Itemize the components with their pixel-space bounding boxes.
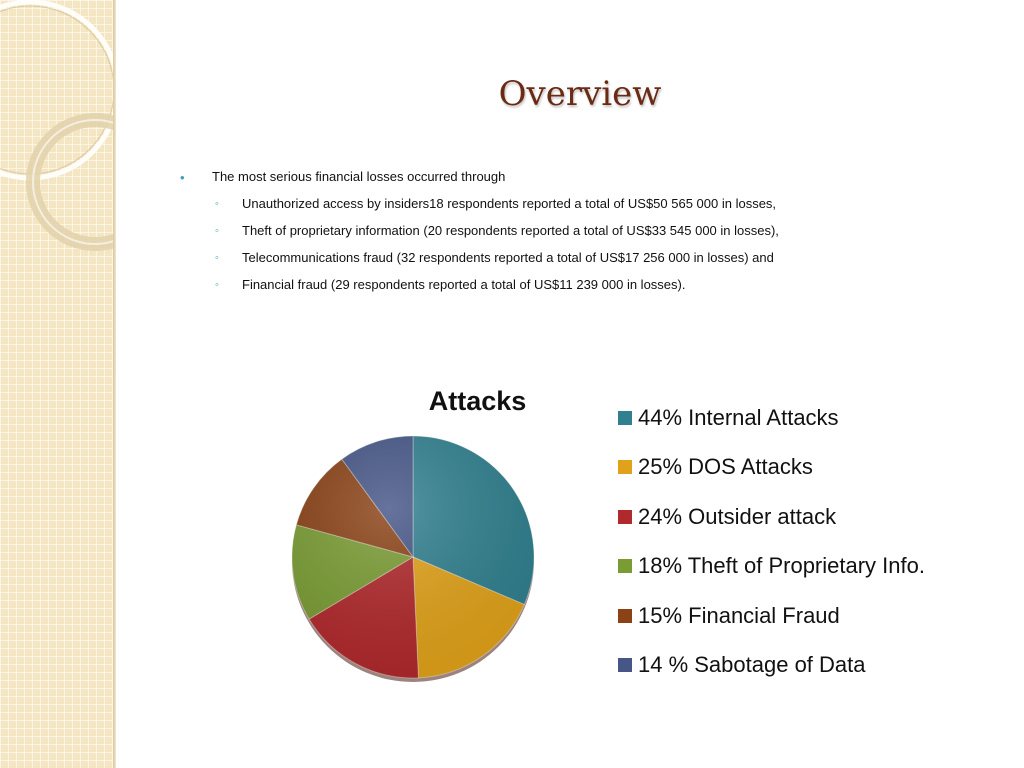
legend-swatch xyxy=(618,411,632,425)
sub-bullet-text: Unauthorized access by insiders18 respondents reported a total of US$50 565 000 in losses, xyxy=(242,196,777,211)
legend-item xyxy=(618,550,925,599)
decorative-sidebar xyxy=(0,0,113,768)
legend-item xyxy=(618,451,925,500)
legend-swatch xyxy=(618,559,632,573)
sub-bullet-item xyxy=(180,222,980,249)
sub-bullet-item xyxy=(180,276,980,303)
sub-bullet-item xyxy=(180,195,980,222)
bullet-text: The most serious financial losses occurred through xyxy=(212,169,506,184)
legend-label: 14 % Sabotage of Data xyxy=(638,651,866,677)
sub-bullet-text: Financial fraud (29 respondents reported a total of US$11 239 000 in losses). xyxy=(242,277,686,292)
legend-swatch xyxy=(618,658,632,672)
sub-bullet-marker: ◦ xyxy=(215,252,219,264)
legend-label: 44% Internal Attacks xyxy=(638,405,839,430)
bullet-list xyxy=(180,168,980,303)
slide-title: Overview xyxy=(498,74,662,114)
decorative-rings xyxy=(0,0,113,768)
legend-item xyxy=(618,402,925,451)
sub-bullet-item xyxy=(180,249,980,276)
bullet-marker: • xyxy=(180,170,185,185)
pie-chart xyxy=(284,436,544,688)
chart-legend xyxy=(618,402,925,698)
pie-gloss xyxy=(292,436,534,678)
sub-bullet-marker: ◦ xyxy=(215,279,219,291)
bullet-item xyxy=(180,168,980,195)
legend-swatch xyxy=(618,609,632,623)
sidebar-edge xyxy=(113,0,116,768)
sub-bullet-marker: ◦ xyxy=(215,198,219,210)
legend-label: 18% Theft of Proprietary Info. xyxy=(638,553,925,579)
legend-item xyxy=(618,600,925,649)
sub-bullet-text: Telecommunications fraud (32 respondents reported a total of US$17 256 000 in losses) and xyxy=(242,250,774,265)
chart-title: Attacks xyxy=(428,386,527,416)
legend-swatch xyxy=(618,460,632,474)
sub-bullet-marker: ◦ xyxy=(215,225,219,237)
legend-item xyxy=(618,501,925,550)
legend-label: 15% Financial Fraud xyxy=(638,602,840,628)
sub-bullet-text: Theft of proprietary information (20 respondents reported a total of US$33 545 000 in losses), xyxy=(242,223,779,238)
legend-item xyxy=(618,649,925,698)
legend-label: 24% Outsider attack xyxy=(638,503,837,529)
legend-swatch xyxy=(618,510,632,524)
legend-label: 25% DOS Attacks xyxy=(638,454,813,480)
